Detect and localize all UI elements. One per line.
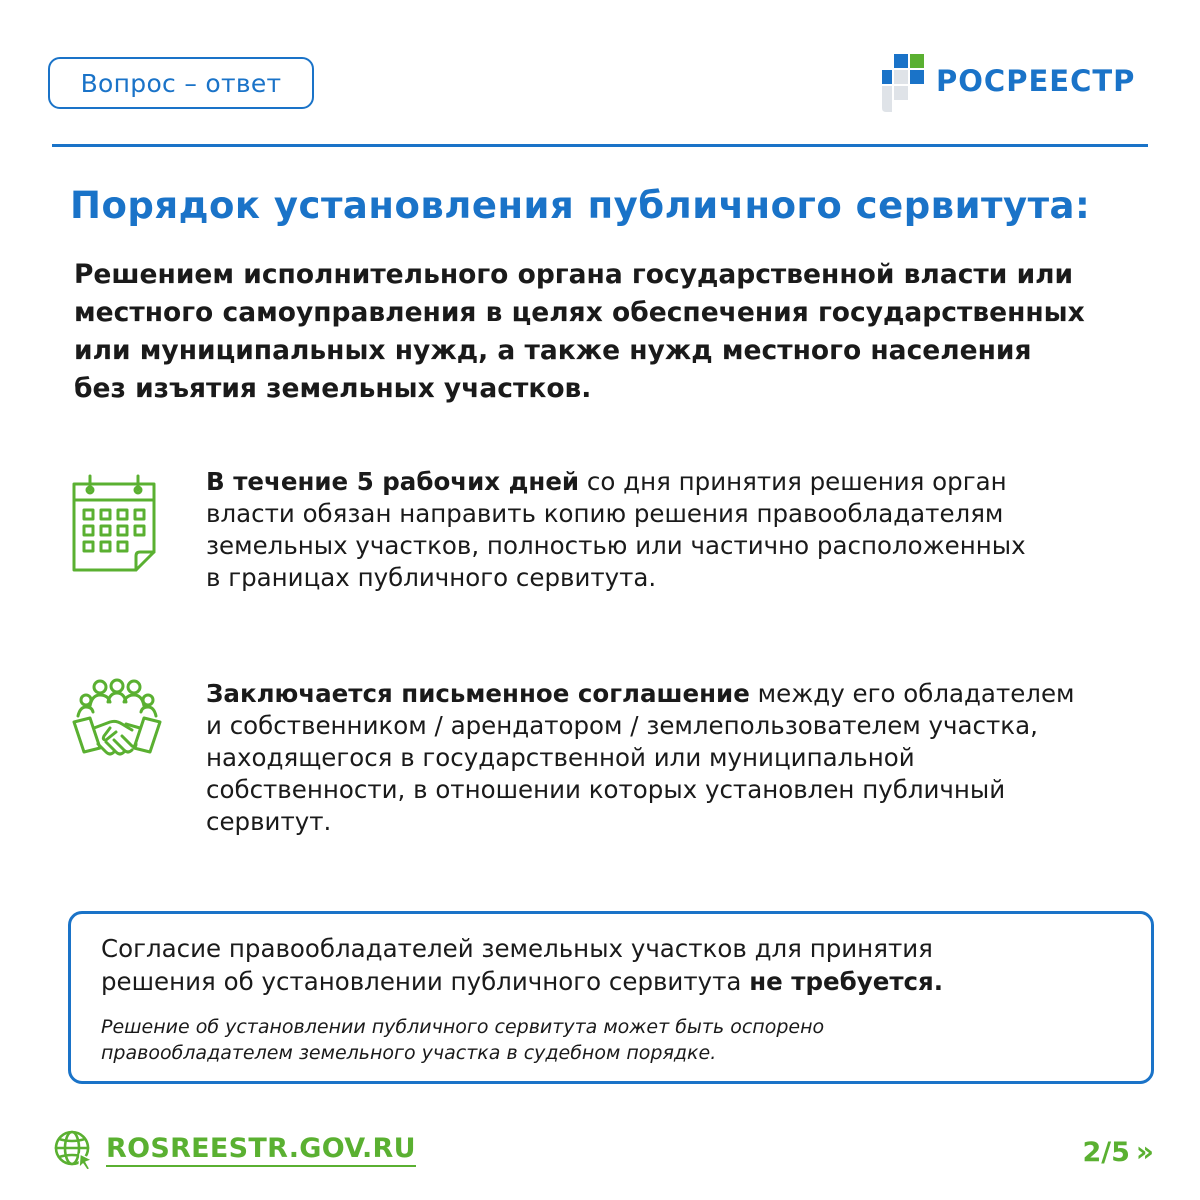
intro-paragraph [74, 256, 1154, 408]
globe-cursor-icon [52, 1128, 96, 1172]
item-deadline-text: в границах публичного сервитута. [206, 563, 657, 592]
item-deadline-bold: В течение 5 рабочих дней [206, 467, 580, 496]
page-title: Порядок установления публичного сервитута: [70, 184, 1091, 227]
item-agreement [206, 678, 1166, 838]
rosreestr-emblem-icon [880, 48, 926, 114]
item-agreement-text: и собственником / арендатором / землепользователем участка, [206, 711, 1038, 740]
category-tag [48, 57, 314, 109]
item-deadline-text: земельных участков, полностью или частично расположенных [206, 531, 1026, 560]
note-line-bold: не требуется. [749, 967, 944, 996]
header-divider [52, 144, 1148, 147]
item-deadline-text: власти обязан направить копию решения правообладателям [206, 499, 1004, 528]
note-sub-line: правообладателем земельного участка в судебном порядке. [101, 1042, 717, 1064]
intro-line: или муниципальных нужд, а также нужд местного населения [74, 335, 1032, 366]
note-sub-line: Решение об установлении публичного сервитута может быть оспорено [101, 1016, 825, 1038]
note-box [68, 911, 1154, 1084]
site-link[interactable] [52, 1128, 416, 1172]
note-line [101, 965, 943, 998]
item-deadline-first-line [206, 466, 1166, 498]
category-tag-label: Вопрос – ответ [80, 68, 282, 98]
site-url[interactable]: ROSREESTR.GOV.RU [106, 1133, 416, 1167]
item-deadline [206, 466, 1166, 594]
intro-line: без изъятия земельных участков. [74, 373, 592, 404]
page-number: 2/5 [1082, 1136, 1130, 1168]
pagination [1082, 1132, 1154, 1172]
item-deadline-text: со дня принятия решения орган [579, 467, 1007, 496]
logo-wordmark: РОСРЕЕСТР [936, 64, 1136, 98]
handshake-icon [70, 678, 164, 770]
intro-line: местного самоуправления в целях обеспечения государственных [74, 297, 1085, 328]
item-agreement-bold: Заключается письменное соглашение [206, 679, 750, 708]
intro-line: Решением исполнительного органа государственной власти или [74, 259, 1074, 290]
item-agreement-text: собственности, в отношении которых установлен публичный [206, 775, 1006, 804]
note-line: Согласие правообладателей земельных участков для принятия [101, 934, 933, 963]
item-agreement-text: сервитут. [206, 807, 332, 836]
item-agreement-first-line [206, 678, 1166, 710]
item-agreement-text: находящегося в государственной или муниципальной [206, 743, 915, 772]
note-main-text [101, 932, 943, 998]
note-sub-text [101, 1014, 824, 1066]
note-line-prefix: решения об установлении публичного сервитута [101, 967, 750, 996]
calendar-icon [68, 470, 160, 576]
double-chevron-right-icon[interactable]: » [1135, 1135, 1154, 1168]
item-agreement-text: между его обладателем [749, 679, 1075, 708]
rosreestr-logo [880, 48, 1135, 114]
